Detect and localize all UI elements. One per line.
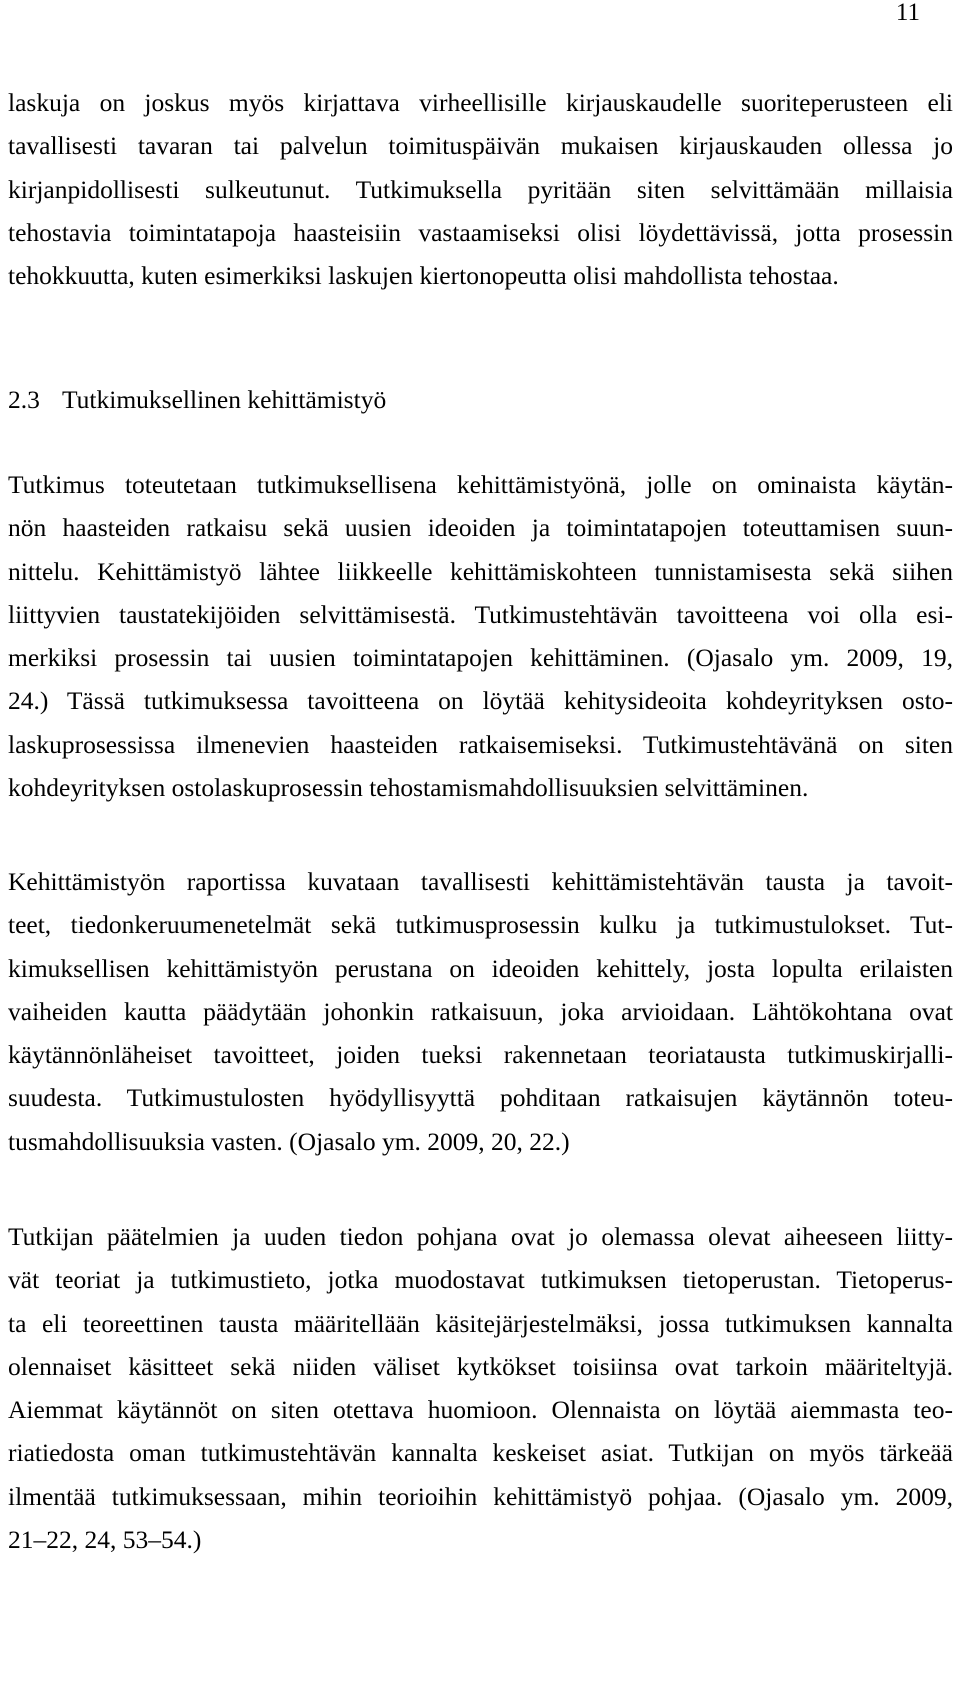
paragraph-line: tusmahdollisuuksia vasten. (Ojasalo ym. 2009, 20, 22.) bbox=[8, 1126, 570, 1156]
paragraph-line: laskuprosessissa ilmenevien haasteiden ratkaisemiseksi. Tutkimustehtävänä on siten bbox=[8, 729, 953, 759]
section-heading bbox=[8, 378, 953, 421]
paragraph-3 bbox=[8, 860, 953, 1163]
paragraph-line: teet, tiedonkeruumenetelmät sekä tutkimusprosessin kulku ja tutkimustulokset. Tut- bbox=[8, 910, 953, 940]
paragraph-line: Tutkimus toteutetaan tutkimuksellisena kehittämistyönä, jolle on ominaista käytän- bbox=[8, 470, 953, 499]
paragraph-line: kohdeyrityksen ostolaskuprosessin tehostamismahdollisuuksien selvittäminen. bbox=[8, 773, 809, 803]
paragraph-line: riatiedosta oman tutkimustehtävän kannalta keskeiset asiat. Tutkijan on myös tärkeää bbox=[8, 1438, 953, 1468]
paragraph-2 bbox=[8, 463, 953, 809]
paragraph-line: vaiheiden kautta päädytään johonkin ratkaisuun, joka arvioidaan. Lähtökohtana ovat bbox=[8, 996, 953, 1026]
paragraph-line: suudesta. Tutkimustulosten hyödyllisyyttä pohditaan ratkaisujen käytännön toteu- bbox=[8, 1083, 953, 1113]
paragraph-4 bbox=[8, 1215, 953, 1561]
paragraph-line: Kehittämistyön raportissa kuvataan tavallisesti kehittämistehtävän tausta ja tavoit- bbox=[8, 867, 953, 896]
paragraph-line: 24.) Tässä tutkimuksessa tavoitteena on löytää kehitysideoita kohdeyrityksen osto- bbox=[8, 686, 953, 716]
paragraph-line: Aiemmat käytännöt on siten otettava huomioon. Olennaista on löytää aiemmasta teo- bbox=[8, 1395, 953, 1425]
paragraph-line: tehokkuutta, kuten esimerkiksi laskujen kiertonopeutta olisi mahdollista tehostaa. bbox=[8, 261, 839, 291]
paragraph-line: kimuksellisen kehittämistyön perustana on ideoiden kehittely, josta lopulta erilaisten bbox=[8, 953, 953, 983]
paragraph-line: 21–22, 24, 53–54.) bbox=[8, 1525, 202, 1555]
paragraph-1 bbox=[8, 81, 953, 297]
paragraph-line: laskuja on joskus myös kirjattava virheellisille kirjauskaudelle suoriteperusteen eli bbox=[8, 88, 953, 117]
paragraph-line: tavallisesti tavaran tai palvelun toimituspäivän mukaisen kirjauskauden ollessa jo bbox=[8, 131, 953, 161]
paragraph-line: kirjanpidollisesti sulkeutunut. Tutkimuksella pyritään siten selvittämään millaisia bbox=[8, 174, 953, 204]
page-number: 11 bbox=[895, 0, 920, 26]
paragraph-line: ta eli teoreettinen tausta määritellään käsitejärjestelmäksi, jossa tutkimuksen kannalta bbox=[8, 1308, 953, 1338]
paragraph-line: tehostavia toimintatapoja haasteisiin vastaamiseksi olisi löydettävissä, jotta prosessin bbox=[8, 217, 953, 247]
section-title: Tutkimuksellinen kehittämistyö bbox=[62, 385, 387, 414]
paragraph-line: liittyvien taustatekijöiden selvittämisestä. Tutkimustehtävän tavoitteena voi olla esi- bbox=[8, 599, 953, 629]
paragraph-line: olennaiset käsitteet sekä niiden väliset kytkökset toisiinsa ovat tarkoin määriteltyjä. bbox=[8, 1351, 953, 1381]
paragraph-line: käytännönläheiset tavoitteet, joiden tueksi rakennetaan teoriatausta tutkimuskirjalli- bbox=[8, 1040, 953, 1070]
paragraph-line: Tutkijan päätelmien ja uuden tiedon pohjana ovat jo olemassa olevat aiheeseen liitty- bbox=[8, 1222, 953, 1251]
paragraph-line: ilmentää tutkimuksessaan, mihin teorioihin kehittämistyö pohjaa. (Ojasalo ym. 2009, bbox=[8, 1481, 953, 1511]
paragraph-line: vät teoriat ja tutkimustieto, jotka muodostavat tutkimuksen tietoperustan. Tietoperus- bbox=[8, 1265, 953, 1295]
paragraph-line: merkiksi prosessin tai uusien toimintatapojen kehittäminen. (Ojasalo ym. 2009, 19, bbox=[8, 643, 953, 673]
section-number: 2.3 bbox=[8, 385, 40, 414]
paragraph-line: nön haasteiden ratkaisu sekä uusien ideoiden ja toimintatapojen toteuttamisen suun- bbox=[8, 513, 953, 543]
paragraph-line: nittelu. Kehittämistyö lähtee liikkeelle kehittämiskohteen tunnistamisesta sekä siihen bbox=[8, 556, 953, 586]
